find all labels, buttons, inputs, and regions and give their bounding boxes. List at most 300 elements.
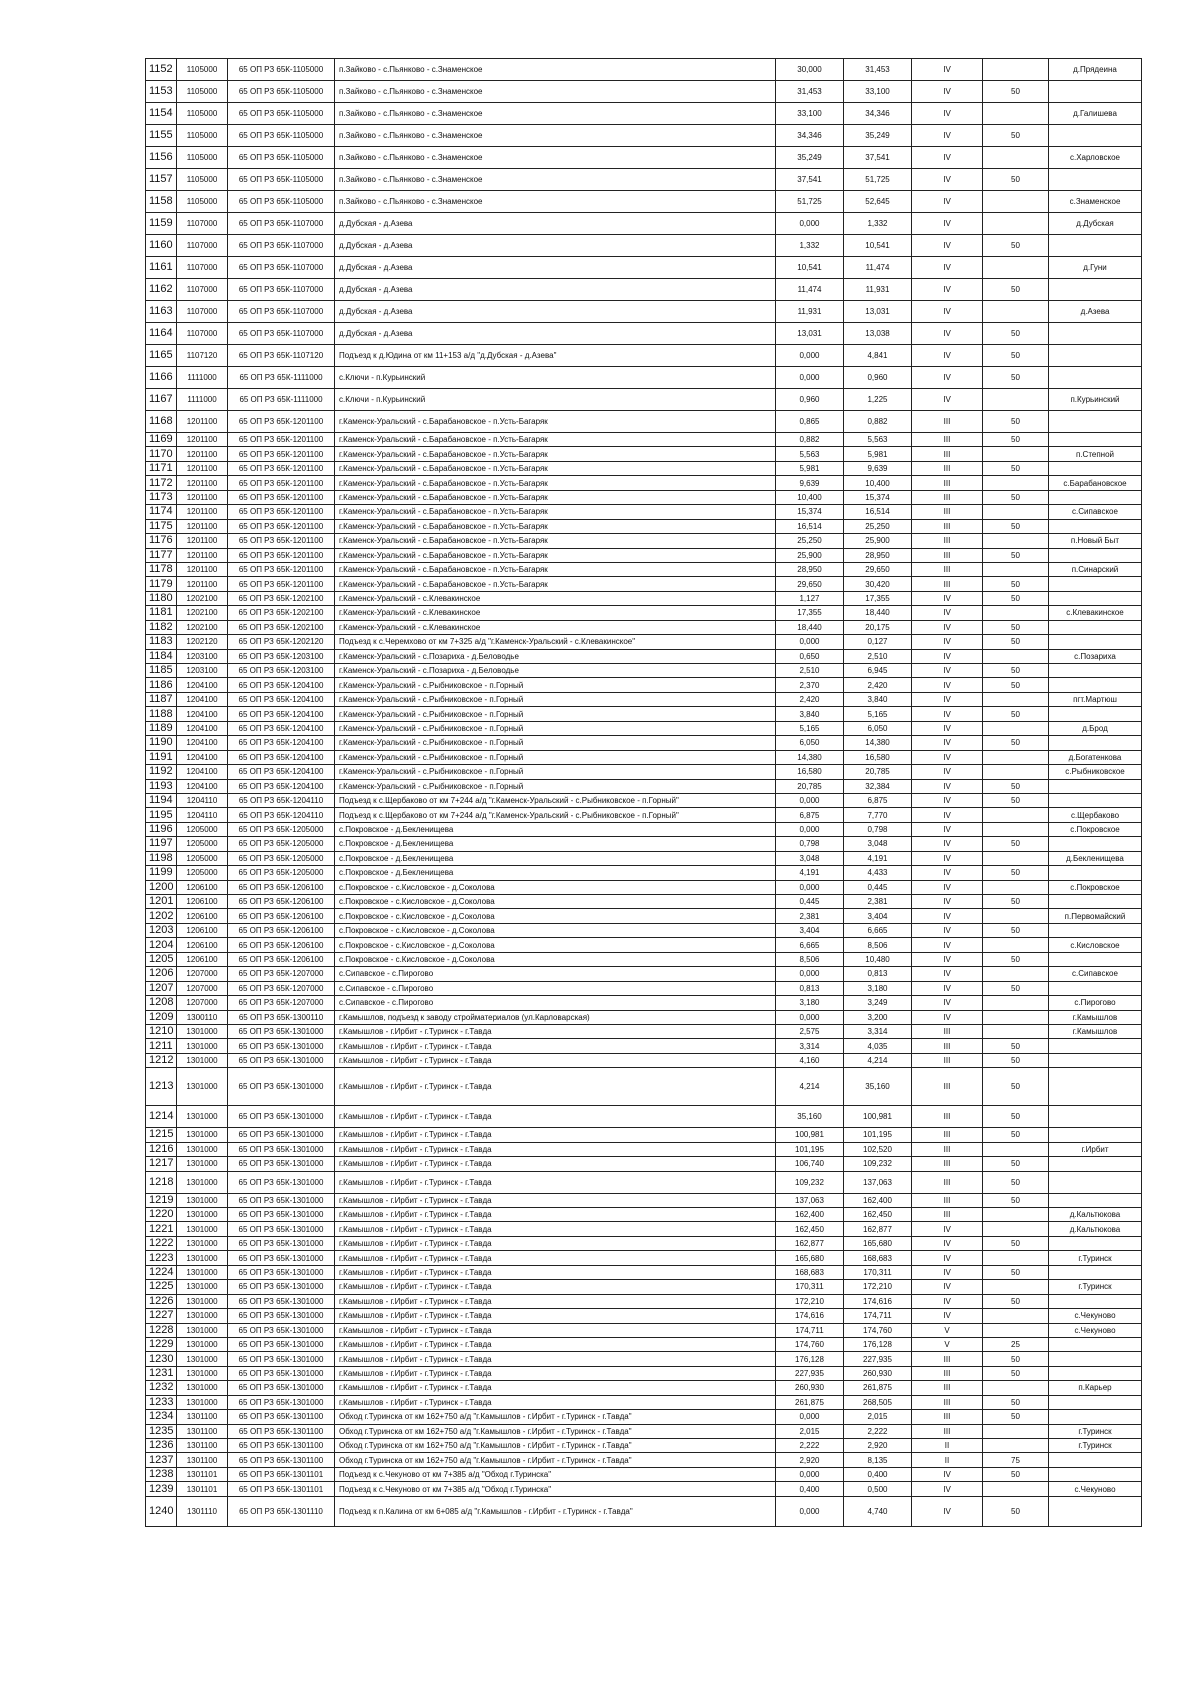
locality-cell: с.Клевакинское bbox=[1049, 606, 1142, 620]
category-cell: III bbox=[912, 534, 983, 548]
speed-limit-cell bbox=[983, 938, 1049, 952]
road-name-cell: с.Сипавское - с.Пирогово bbox=[335, 996, 776, 1010]
locality-cell: с.Позариха bbox=[1049, 649, 1142, 663]
road-name-cell: г.Каменск-Уральский - с.Рыбниковское - п.Горный bbox=[335, 779, 776, 793]
category-cell: III bbox=[912, 1381, 983, 1395]
category-cell: IV bbox=[912, 635, 983, 649]
end-km-cell: 0,500 bbox=[844, 1482, 912, 1496]
locality-cell: г.Туринск bbox=[1049, 1424, 1142, 1438]
road-code-cell: 1301000 bbox=[177, 1193, 228, 1207]
road-code-cell: 1301000 bbox=[177, 1024, 228, 1038]
table-row bbox=[146, 649, 1142, 663]
end-km-cell: 5,165 bbox=[844, 707, 912, 721]
end-km-cell: 172,210 bbox=[844, 1280, 912, 1294]
speed-limit-cell bbox=[983, 1010, 1049, 1024]
registration-number-cell: 65 ОП РЗ 65К-1301000 bbox=[228, 1193, 335, 1207]
locality-cell bbox=[1049, 519, 1142, 533]
registration-number-cell: 65 ОП РЗ 65К-1301000 bbox=[228, 1208, 335, 1222]
row-number-cell: 1236 bbox=[146, 1439, 177, 1453]
locality-cell: д.Брод bbox=[1049, 721, 1142, 735]
start-km-cell: 35,249 bbox=[776, 147, 844, 169]
registration-number-cell: 65 ОП РЗ 65К-1201100 bbox=[228, 476, 335, 490]
speed-limit-cell bbox=[983, 967, 1049, 981]
locality-cell: д.Дубская bbox=[1049, 213, 1142, 235]
table-row bbox=[146, 1142, 1142, 1156]
start-km-cell: 6,050 bbox=[776, 736, 844, 750]
end-km-cell: 10,400 bbox=[844, 476, 912, 490]
start-km-cell: 10,541 bbox=[776, 257, 844, 279]
speed-limit-cell: 50 bbox=[983, 664, 1049, 678]
end-km-cell: 100,981 bbox=[844, 1106, 912, 1128]
end-km-cell: 2,920 bbox=[844, 1439, 912, 1453]
speed-limit-cell: 50 bbox=[983, 779, 1049, 793]
start-km-cell: 2,420 bbox=[776, 692, 844, 706]
row-number-cell: 1160 bbox=[146, 235, 177, 257]
registration-number-cell: 65 ОП РЗ 65К-1301000 bbox=[228, 1265, 335, 1279]
category-cell: IV bbox=[912, 279, 983, 301]
start-km-cell: 1,127 bbox=[776, 591, 844, 605]
road-code-cell: 1301000 bbox=[177, 1222, 228, 1236]
locality-cell bbox=[1049, 1410, 1142, 1424]
row-number-cell: 1205 bbox=[146, 952, 177, 966]
registration-number-cell: 65 ОП РЗ 65К-1301000 bbox=[228, 1395, 335, 1409]
row-number-cell: 1218 bbox=[146, 1171, 177, 1193]
row-number-cell: 1199 bbox=[146, 866, 177, 880]
category-cell: V bbox=[912, 1323, 983, 1337]
category-cell: IV bbox=[912, 125, 983, 147]
registration-number-cell: 65 ОП РЗ 65К-1205000 bbox=[228, 822, 335, 836]
row-number-cell: 1185 bbox=[146, 664, 177, 678]
road-code-cell: 1107000 bbox=[177, 213, 228, 235]
registration-number-cell: 65 ОП РЗ 65К-1204100 bbox=[228, 779, 335, 793]
speed-limit-cell bbox=[983, 808, 1049, 822]
road-name-cell: г.Каменск-Уральский - с.Барабановское - п.Усть-Багаряк bbox=[335, 447, 776, 461]
road-name-cell: п.Зайково - с.Пьянково - с.Знаменское bbox=[335, 147, 776, 169]
row-number-cell: 1210 bbox=[146, 1024, 177, 1038]
speed-limit-cell: 50 bbox=[983, 1352, 1049, 1366]
row-number-cell: 1171 bbox=[146, 461, 177, 475]
end-km-cell: 32,384 bbox=[844, 779, 912, 793]
locality-cell: д.Азева bbox=[1049, 301, 1142, 323]
start-km-cell: 227,935 bbox=[776, 1366, 844, 1380]
table-row bbox=[146, 707, 1142, 721]
road-name-cell: г.Камышлов - г.Ирбит - г.Туринск - г.Тавда bbox=[335, 1294, 776, 1308]
start-km-cell: 9,639 bbox=[776, 476, 844, 490]
road-code-cell: 1203100 bbox=[177, 649, 228, 663]
road-name-cell: г.Камышлов - г.Ирбит - г.Туринск - г.Тавда bbox=[335, 1236, 776, 1250]
speed-limit-cell: 50 bbox=[983, 548, 1049, 562]
registration-number-cell: 65 ОП РЗ 65К-1301000 bbox=[228, 1171, 335, 1193]
road-name-cell: г.Камышлов - г.Ирбит - г.Туринск - г.Тавда bbox=[335, 1366, 776, 1380]
road-code-cell: 1301000 bbox=[177, 1251, 228, 1265]
end-km-cell: 8,506 bbox=[844, 938, 912, 952]
row-number-cell: 1222 bbox=[146, 1236, 177, 1250]
road-code-cell: 1206100 bbox=[177, 909, 228, 923]
road-name-cell: г.Камышлов - г.Ирбит - г.Туринск - г.Тавда bbox=[335, 1039, 776, 1053]
registration-number-cell: 65 ОП РЗ 65К-1202120 bbox=[228, 635, 335, 649]
table-row bbox=[146, 938, 1142, 952]
row-number-cell: 1186 bbox=[146, 678, 177, 692]
speed-limit-cell: 50 bbox=[983, 433, 1049, 447]
speed-limit-cell bbox=[983, 1251, 1049, 1265]
road-code-cell: 1202120 bbox=[177, 635, 228, 649]
road-code-cell: 1201100 bbox=[177, 505, 228, 519]
locality-cell bbox=[1049, 923, 1142, 937]
category-cell: IV bbox=[912, 1236, 983, 1250]
road-code-cell: 1105000 bbox=[177, 81, 228, 103]
row-number-cell: 1187 bbox=[146, 692, 177, 706]
speed-limit-cell bbox=[983, 257, 1049, 279]
registration-number-cell: 65 ОП РЗ 65К-1206100 bbox=[228, 895, 335, 909]
speed-limit-cell: 50 bbox=[983, 125, 1049, 147]
road-name-cell: Подъезд к с.Щербаково от км 7+244 а/д "г.Каменск-Уральский - с.Рыбниковское - п.Горный" bbox=[335, 793, 776, 807]
row-number-cell: 1233 bbox=[146, 1395, 177, 1409]
category-cell: III bbox=[912, 490, 983, 504]
locality-cell: с.Чекуново bbox=[1049, 1323, 1142, 1337]
row-number-cell: 1182 bbox=[146, 620, 177, 634]
table-row bbox=[146, 1106, 1142, 1128]
start-km-cell: 28,950 bbox=[776, 562, 844, 576]
locality-cell bbox=[1049, 1453, 1142, 1467]
registration-number-cell: 65 ОП РЗ 65К-1204100 bbox=[228, 678, 335, 692]
row-number-cell: 1194 bbox=[146, 793, 177, 807]
road-name-cell: с.Сипавское - с.Пирогово bbox=[335, 967, 776, 981]
row-number-cell: 1223 bbox=[146, 1251, 177, 1265]
registration-number-cell: 65 ОП РЗ 65К-1205000 bbox=[228, 866, 335, 880]
locality-cell bbox=[1049, 1128, 1142, 1142]
road-code-cell: 1301000 bbox=[177, 1236, 228, 1250]
registration-number-cell: 65 ОП РЗ 65К-1204100 bbox=[228, 736, 335, 750]
speed-limit-cell bbox=[983, 1323, 1049, 1337]
registration-number-cell: 65 ОП РЗ 65К-1301101 bbox=[228, 1482, 335, 1496]
registration-number-cell: 65 ОП РЗ 65К-1205000 bbox=[228, 851, 335, 865]
table-row bbox=[146, 620, 1142, 634]
end-km-cell: 35,249 bbox=[844, 125, 912, 147]
row-number-cell: 1234 bbox=[146, 1410, 177, 1424]
road-name-cell: г.Камышлов - г.Ирбит - г.Туринск - г.Тавда bbox=[335, 1280, 776, 1294]
table-row bbox=[146, 257, 1142, 279]
registration-number-cell: 65 ОП РЗ 65К-1301000 bbox=[228, 1222, 335, 1236]
row-number-cell: 1227 bbox=[146, 1309, 177, 1323]
end-km-cell: 176,128 bbox=[844, 1337, 912, 1351]
table-row bbox=[146, 447, 1142, 461]
end-km-cell: 2,222 bbox=[844, 1424, 912, 1438]
row-number-cell: 1188 bbox=[146, 707, 177, 721]
locality-cell: г.Ирбит bbox=[1049, 1142, 1142, 1156]
speed-limit-cell: 50 bbox=[983, 279, 1049, 301]
locality-cell: д.Гуни bbox=[1049, 257, 1142, 279]
road-name-cell: г.Каменск-Уральский - с.Позариха - д.Беловодье bbox=[335, 649, 776, 663]
category-cell: III bbox=[912, 577, 983, 591]
category-cell: IV bbox=[912, 1309, 983, 1323]
road-name-cell: г.Камышлов - г.Ирбит - г.Туринск - г.Тавда bbox=[335, 1106, 776, 1128]
registration-number-cell: 65 ОП РЗ 65К-1204100 bbox=[228, 707, 335, 721]
category-cell: IV bbox=[912, 81, 983, 103]
locality-cell bbox=[1049, 1366, 1142, 1380]
registration-number-cell: 65 ОП РЗ 65К-1301000 bbox=[228, 1251, 335, 1265]
locality-cell: с.Барабановское bbox=[1049, 476, 1142, 490]
locality-cell: д.Кальтюкова bbox=[1049, 1208, 1142, 1222]
row-number-cell: 1213 bbox=[146, 1068, 177, 1106]
road-code-cell: 1107000 bbox=[177, 235, 228, 257]
row-number-cell: 1172 bbox=[146, 476, 177, 490]
registration-number-cell: 65 ОП РЗ 65К-1105000 bbox=[228, 81, 335, 103]
category-cell: III bbox=[912, 1366, 983, 1380]
category-cell: III bbox=[912, 461, 983, 475]
row-number-cell: 1238 bbox=[146, 1467, 177, 1481]
end-km-cell: 28,950 bbox=[844, 548, 912, 562]
speed-limit-cell bbox=[983, 880, 1049, 894]
locality-cell: д.Богатенкова bbox=[1049, 750, 1142, 764]
road-name-cell: г.Камышлов - г.Ирбит - г.Туринск - г.Тавда bbox=[335, 1337, 776, 1351]
registration-number-cell: 65 ОП РЗ 65К-1105000 bbox=[228, 59, 335, 81]
table-row bbox=[146, 1236, 1142, 1250]
speed-limit-cell: 50 bbox=[983, 1496, 1049, 1526]
speed-limit-cell bbox=[983, 606, 1049, 620]
speed-limit-cell: 50 bbox=[983, 1395, 1049, 1409]
category-cell: IV bbox=[912, 952, 983, 966]
road-code-cell: 1207000 bbox=[177, 996, 228, 1010]
speed-limit-cell bbox=[983, 562, 1049, 576]
end-km-cell: 31,453 bbox=[844, 59, 912, 81]
speed-limit-cell: 50 bbox=[983, 895, 1049, 909]
end-km-cell: 0,813 bbox=[844, 967, 912, 981]
speed-limit-cell: 75 bbox=[983, 1453, 1049, 1467]
locality-cell: с.Чекуново bbox=[1049, 1482, 1142, 1496]
road-name-cell: Подъезд к с.Чекуново от км 7+385 а/д "Обход г.Туринска" bbox=[335, 1467, 776, 1481]
start-km-cell: 16,514 bbox=[776, 519, 844, 533]
table-body bbox=[146, 59, 1142, 1527]
end-km-cell: 227,935 bbox=[844, 1352, 912, 1366]
speed-limit-cell: 50 bbox=[983, 1366, 1049, 1380]
table-row bbox=[146, 1208, 1142, 1222]
row-number-cell: 1180 bbox=[146, 591, 177, 605]
row-number-cell: 1168 bbox=[146, 411, 177, 433]
start-km-cell: 3,048 bbox=[776, 851, 844, 865]
road-name-cell: п.Зайково - с.Пьянково - с.Знаменское bbox=[335, 59, 776, 81]
road-code-cell: 1201100 bbox=[177, 411, 228, 433]
speed-limit-cell bbox=[983, 692, 1049, 706]
end-km-cell: 3,180 bbox=[844, 981, 912, 995]
row-number-cell: 1206 bbox=[146, 967, 177, 981]
start-km-cell: 35,160 bbox=[776, 1106, 844, 1128]
road-speed-table bbox=[145, 58, 1142, 1527]
row-number-cell: 1214 bbox=[146, 1106, 177, 1128]
start-km-cell: 4,160 bbox=[776, 1053, 844, 1067]
registration-number-cell: 65 ОП РЗ 65К-1301000 bbox=[228, 1236, 335, 1250]
category-cell: III bbox=[912, 476, 983, 490]
locality-cell bbox=[1049, 279, 1142, 301]
registration-number-cell: 65 ОП РЗ 65К-1107000 bbox=[228, 323, 335, 345]
registration-number-cell: 65 ОП РЗ 65К-1111000 bbox=[228, 367, 335, 389]
locality-cell: с.Покровское bbox=[1049, 822, 1142, 836]
end-km-cell: 11,931 bbox=[844, 279, 912, 301]
road-code-cell: 1105000 bbox=[177, 169, 228, 191]
table-row bbox=[146, 1053, 1142, 1067]
registration-number-cell: 65 ОП РЗ 65К-1204110 bbox=[228, 793, 335, 807]
locality-cell bbox=[1049, 1294, 1142, 1308]
locality-cell bbox=[1049, 678, 1142, 692]
row-number-cell: 1192 bbox=[146, 765, 177, 779]
row-number-cell: 1200 bbox=[146, 880, 177, 894]
road-code-cell: 1111000 bbox=[177, 367, 228, 389]
end-km-cell: 174,711 bbox=[844, 1309, 912, 1323]
table-row bbox=[146, 1157, 1142, 1171]
speed-limit-cell bbox=[983, 147, 1049, 169]
table-row bbox=[146, 235, 1142, 257]
category-cell: IV bbox=[912, 967, 983, 981]
speed-limit-cell bbox=[983, 721, 1049, 735]
category-cell: III bbox=[912, 1352, 983, 1366]
row-number-cell: 1226 bbox=[146, 1294, 177, 1308]
end-km-cell: 8,135 bbox=[844, 1453, 912, 1467]
end-km-cell: 3,840 bbox=[844, 692, 912, 706]
road-name-cell: д.Дубская - д.Азева bbox=[335, 213, 776, 235]
end-km-cell: 3,200 bbox=[844, 1010, 912, 1024]
row-number-cell: 1161 bbox=[146, 257, 177, 279]
registration-number-cell: 65 ОП РЗ 65К-1301000 bbox=[228, 1039, 335, 1053]
road-name-cell: п.Зайково - с.Пьянково - с.Знаменское bbox=[335, 81, 776, 103]
road-name-cell: с.Сипавское - с.Пирогово bbox=[335, 981, 776, 995]
end-km-cell: 2,420 bbox=[844, 678, 912, 692]
speed-limit-cell bbox=[983, 1024, 1049, 1038]
locality-cell bbox=[1049, 1467, 1142, 1481]
table-row bbox=[146, 1251, 1142, 1265]
end-km-cell: 6,875 bbox=[844, 793, 912, 807]
registration-number-cell: 65 ОП РЗ 65К-1301000 bbox=[228, 1280, 335, 1294]
road-code-cell: 1107000 bbox=[177, 257, 228, 279]
locality-cell bbox=[1049, 1352, 1142, 1366]
locality-cell: г.Камышлов bbox=[1049, 1024, 1142, 1038]
table-row bbox=[146, 490, 1142, 504]
road-name-cell: п.Зайково - с.Пьянково - с.Знаменское bbox=[335, 169, 776, 191]
table-row bbox=[146, 1366, 1142, 1380]
row-number-cell: 1198 bbox=[146, 851, 177, 865]
row-number-cell: 1170 bbox=[146, 447, 177, 461]
start-km-cell: 33,100 bbox=[776, 103, 844, 125]
category-cell: III bbox=[912, 1024, 983, 1038]
table-row bbox=[146, 721, 1142, 735]
speed-limit-cell: 50 bbox=[983, 1128, 1049, 1142]
locality-cell: с.Щербаково bbox=[1049, 808, 1142, 822]
end-km-cell: 4,035 bbox=[844, 1039, 912, 1053]
registration-number-cell: 65 ОП РЗ 65К-1206100 bbox=[228, 952, 335, 966]
start-km-cell: 0,882 bbox=[776, 433, 844, 447]
registration-number-cell: 65 ОП РЗ 65К-1301000 bbox=[228, 1128, 335, 1142]
road-name-cell: г.Камышлов - г.Ирбит - г.Туринск - г.Тавда bbox=[335, 1323, 776, 1337]
end-km-cell: 0,798 bbox=[844, 822, 912, 836]
registration-number-cell: 65 ОП РЗ 65К-1204110 bbox=[228, 808, 335, 822]
registration-number-cell: 65 ОП РЗ 65К-1105000 bbox=[228, 169, 335, 191]
locality-cell bbox=[1049, 736, 1142, 750]
road-code-cell: 1105000 bbox=[177, 103, 228, 125]
road-code-cell: 1301000 bbox=[177, 1157, 228, 1171]
road-code-cell: 1204100 bbox=[177, 779, 228, 793]
category-cell: IV bbox=[912, 649, 983, 663]
road-name-cell: г.Каменск-Уральский - с.Барабановское - п.Усть-Багаряк bbox=[335, 534, 776, 548]
speed-limit-cell bbox=[983, 851, 1049, 865]
speed-limit-cell bbox=[983, 505, 1049, 519]
start-km-cell: 0,650 bbox=[776, 649, 844, 663]
table-row bbox=[146, 1337, 1142, 1351]
locality-cell: п.Степной bbox=[1049, 447, 1142, 461]
registration-number-cell: 65 ОП РЗ 65К-1107120 bbox=[228, 345, 335, 367]
end-km-cell: 4,214 bbox=[844, 1053, 912, 1067]
road-name-cell: г.Каменск-Уральский - с.Барабановское - п.Усть-Багаряк bbox=[335, 505, 776, 519]
road-code-cell: 1107000 bbox=[177, 279, 228, 301]
table-row bbox=[146, 367, 1142, 389]
locality-cell bbox=[1049, 895, 1142, 909]
category-cell: III bbox=[912, 1193, 983, 1207]
category-cell: IV bbox=[912, 1265, 983, 1279]
speed-limit-cell: 50 bbox=[983, 793, 1049, 807]
road-name-cell: с.Ключи - п.Курьинский bbox=[335, 389, 776, 411]
road-code-cell: 1204100 bbox=[177, 707, 228, 721]
end-km-cell: 15,374 bbox=[844, 490, 912, 504]
road-name-cell: г.Каменск-Уральский - с.Клевакинское bbox=[335, 606, 776, 620]
road-code-cell: 1301110 bbox=[177, 1496, 228, 1526]
row-number-cell: 1183 bbox=[146, 635, 177, 649]
end-km-cell: 34,346 bbox=[844, 103, 912, 125]
start-km-cell: 18,440 bbox=[776, 620, 844, 634]
road-code-cell: 1206100 bbox=[177, 923, 228, 937]
category-cell: III bbox=[912, 433, 983, 447]
table-row bbox=[146, 461, 1142, 475]
table-row bbox=[146, 635, 1142, 649]
table-row bbox=[146, 822, 1142, 836]
table-row bbox=[146, 1280, 1142, 1294]
registration-number-cell: 65 ОП РЗ 65К-1301000 bbox=[228, 1024, 335, 1038]
registration-number-cell: 65 ОП РЗ 65К-1105000 bbox=[228, 191, 335, 213]
speed-limit-cell: 50 bbox=[983, 411, 1049, 433]
registration-number-cell: 65 ОП РЗ 65К-1207000 bbox=[228, 996, 335, 1010]
speed-limit-cell: 50 bbox=[983, 1193, 1049, 1207]
speed-limit-cell: 50 bbox=[983, 235, 1049, 257]
row-number-cell: 1169 bbox=[146, 433, 177, 447]
road-name-cell: Подъезд к д.Юдина от км 11+153 а/д "д.Дубская - д.Азева" bbox=[335, 345, 776, 367]
category-cell: III bbox=[912, 1208, 983, 1222]
row-number-cell: 1228 bbox=[146, 1323, 177, 1337]
road-name-cell: г.Каменск-Уральский - с.Барабановское - п.Усть-Багаряк bbox=[335, 577, 776, 591]
table-row bbox=[146, 866, 1142, 880]
table-row bbox=[146, 59, 1142, 81]
road-code-cell: 1301000 bbox=[177, 1309, 228, 1323]
category-cell: IV bbox=[912, 1467, 983, 1481]
end-km-cell: 2,381 bbox=[844, 895, 912, 909]
start-km-cell: 162,450 bbox=[776, 1222, 844, 1236]
end-km-cell: 5,981 bbox=[844, 447, 912, 461]
end-km-cell: 4,433 bbox=[844, 866, 912, 880]
end-km-cell: 261,875 bbox=[844, 1381, 912, 1395]
table-row bbox=[146, 837, 1142, 851]
row-number-cell: 1209 bbox=[146, 1010, 177, 1024]
row-number-cell: 1165 bbox=[146, 345, 177, 367]
end-km-cell: 137,063 bbox=[844, 1171, 912, 1193]
end-km-cell: 102,520 bbox=[844, 1142, 912, 1156]
speed-limit-cell: 50 bbox=[983, 169, 1049, 191]
road-code-cell: 1202100 bbox=[177, 620, 228, 634]
category-cell: IV bbox=[912, 765, 983, 779]
category-cell: IV bbox=[912, 822, 983, 836]
registration-number-cell: 65 ОП РЗ 65К-1301000 bbox=[228, 1106, 335, 1128]
start-km-cell: 29,650 bbox=[776, 577, 844, 591]
row-number-cell: 1158 bbox=[146, 191, 177, 213]
speed-limit-cell: 50 bbox=[983, 1106, 1049, 1128]
road-code-cell: 1205000 bbox=[177, 822, 228, 836]
table-row bbox=[146, 895, 1142, 909]
row-number-cell: 1215 bbox=[146, 1128, 177, 1142]
start-km-cell: 16,580 bbox=[776, 765, 844, 779]
